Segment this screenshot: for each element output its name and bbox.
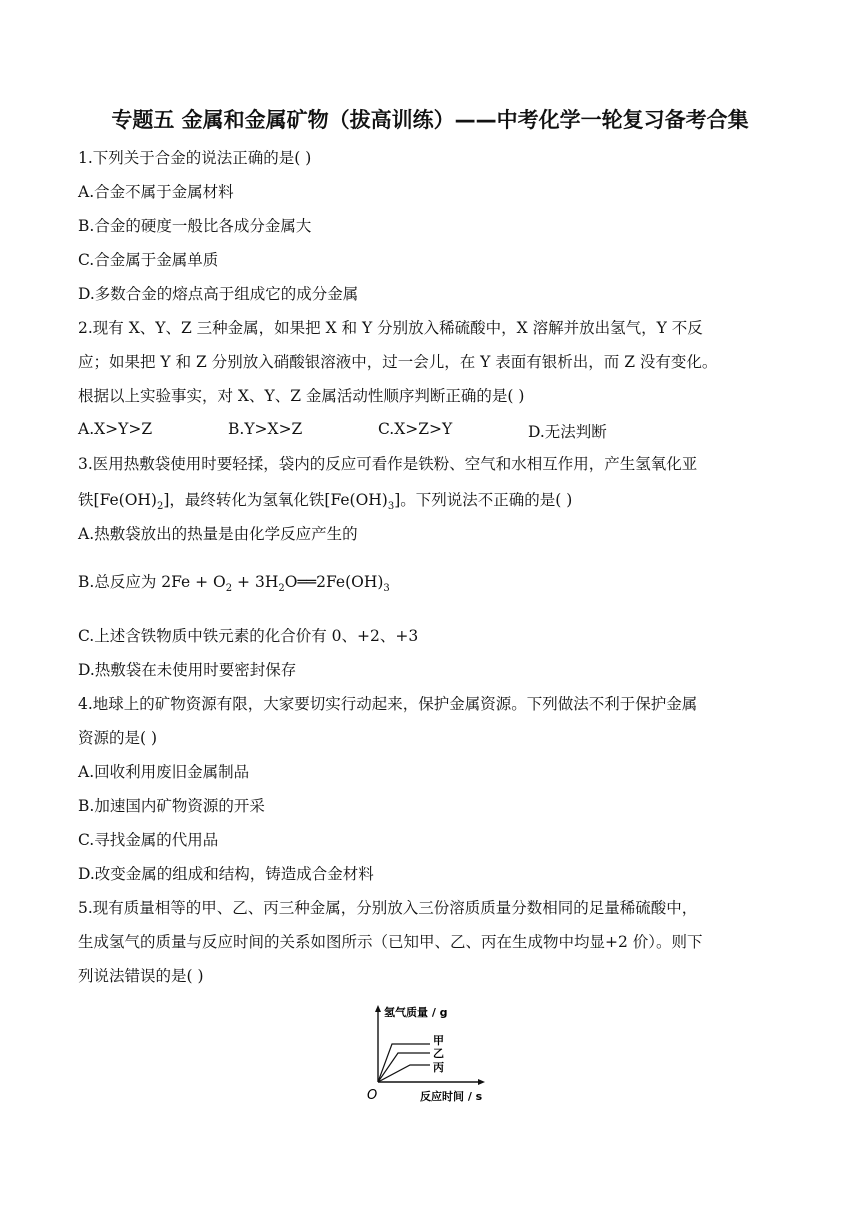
- q1-option-c: C.合金属于金属单质: [78, 251, 219, 269]
- q4-option-a: A.回收利用废旧金属制品: [78, 763, 250, 781]
- q3-eq-sub1: 2: [225, 583, 233, 594]
- q2-option-a: A.X>Y>Z: [78, 420, 153, 438]
- q4-stem-line2: 资源的是( ): [78, 729, 158, 747]
- q5-stem-line3: 列说法错误的是( ): [78, 967, 204, 985]
- q2-option-c: C.X>Z>Y: [378, 420, 453, 438]
- q3-formula-feoh2: Fe(OH): [99, 491, 157, 509]
- q2-stem-line2: 应；如果把 Y 和 Z 分别放入硝酸银溶液中，过一会儿，在 Y 表面有银析出，而 Z 没有变化。: [78, 353, 718, 371]
- q3-formula-sub3: 3: [387, 501, 395, 512]
- q4-option-c: C.寻找金属的代用品: [78, 831, 219, 849]
- q2-option-b: B.Y>X>Z: [228, 420, 303, 438]
- q1-option-d: D.多数合金的熔点高于组成它的成分金属: [78, 285, 359, 303]
- series-label-bing: 丙: [433, 1061, 444, 1074]
- q3-option-c: C.上述含铁物质中铁元素的化合价有 0、+2、+3: [78, 627, 419, 645]
- q2-stem-line3: 根据以上实验事实，对 X、Y、Z 金属活动性顺序判断正确的是( ): [78, 387, 525, 405]
- q4-option-d: D.改变金属的组成和结构，铸造成合金材料: [78, 865, 374, 883]
- q3-eq-sign: ══: [297, 573, 317, 591]
- y-axis-arrow: [375, 1005, 381, 1012]
- q3-option-a: A.热敷袋放出的热量是由化学反应产生的: [78, 525, 358, 543]
- q3-eq-part3: O: [284, 573, 298, 591]
- curve-bing: [378, 1065, 430, 1082]
- q5-stem-line1: 5.现有质量相等的甲、乙、丙三种金属，分别放入三份溶质质量分数相同的足量稀硫酸中，: [78, 899, 698, 917]
- x-axis-arrow: [478, 1079, 485, 1085]
- q3-eq-sub3: 3: [383, 583, 390, 594]
- q5-stem-line2: 生成氢气的质量与反应时间的关系如图所示（已知甲、乙、丙在生成物中均显+2 价）。则下: [78, 933, 703, 951]
- q1-option-b: B.合金的硬度一般比各成分金属大: [78, 217, 312, 235]
- origin-label: O: [367, 1088, 378, 1103]
- x-axis-label: 反应时间 / s: [420, 1090, 483, 1103]
- q3-option-d: D.热敷袋在未使用时要密封保存: [78, 661, 297, 679]
- q3-formula-sub2: 2: [156, 501, 164, 512]
- q3-formula-feoh3: Fe(OH): [330, 491, 388, 509]
- q3-eq-sub2: 2: [278, 583, 285, 594]
- q2-option-d: D.无法判断: [528, 423, 607, 441]
- page-title: 专题五 金属和金属矿物（拔高训练）——中考化学一轮复习备考合集: [111, 108, 749, 132]
- curve-jia: [378, 1044, 430, 1082]
- q1-stem: 1.下列关于合金的说法正确的是( ): [78, 149, 312, 167]
- q3-eq-part1: 2Fe + O: [161, 573, 226, 591]
- q3-eq-part2: + 3H: [232, 573, 279, 591]
- y-axis-label: 氢气质量 / g: [384, 1006, 448, 1019]
- q1-option-a: A.合金不属于金属材料: [78, 183, 234, 201]
- q3-eq-part4: 2Fe(OH): [316, 573, 384, 591]
- q4-option-b: B.加速国内矿物资源的开采: [78, 797, 265, 815]
- q3-l2-a: 铁[: [78, 491, 100, 509]
- series-label-jia: 甲: [433, 1034, 444, 1047]
- q4-stem-line1: 4.地球上的矿物资源有限，大家要切实行动起来，保护金属资源。下列做法不利于保护金属: [78, 695, 698, 713]
- q3-stem-line2: [78, 490, 572, 517]
- q2-stem-line1: 2.现有 X、Y、Z 三种金属，如果把 X 和 Y 分别放入稀硫酸中，X 溶解并放出氢气，Y 不反: [78, 319, 703, 337]
- q3-optb-prefix: B.总反应为: [78, 573, 162, 591]
- series-label-yi: 乙: [433, 1047, 444, 1060]
- q3-stem-line1: 3.医用热敷袋使用时要轻揉，袋内的反应可看作是铁粉、空气和水相互作用，产生氢氧化亚: [78, 455, 698, 473]
- q3-l2-g: ]。下列说法不正确的是( ): [394, 491, 573, 509]
- q5-figure: [362, 1000, 512, 1110]
- q3-option-b: [78, 572, 390, 599]
- q3-l2-d: ]，最终转化为氢氧化铁[: [163, 491, 331, 509]
